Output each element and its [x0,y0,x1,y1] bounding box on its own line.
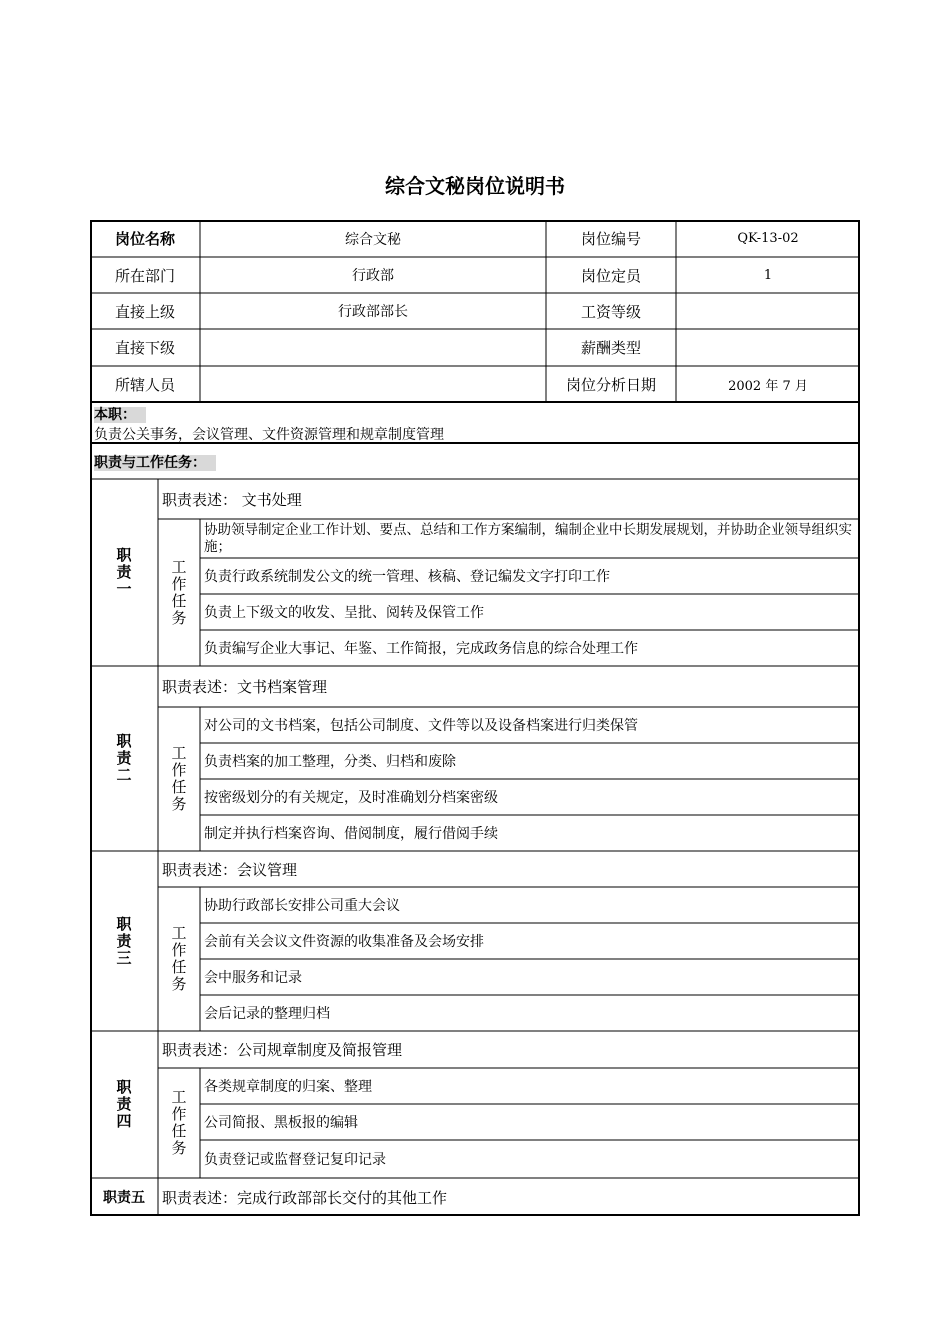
label-direct-subordinate: 直接下级 [114,339,175,357]
duty-3-desc: 职责表述：会议管理 [162,860,298,879]
label-position-name: 岗位名称 [114,230,175,248]
value-department: 行政部 [352,268,394,284]
duty-3-task-3: 会中服务和记录 [204,970,302,986]
label-analysis-date: 岗位分析日期 [565,375,656,394]
label-staff: 所辖人员 [114,375,175,394]
duty-1-desc: 职责表述： 文书处理 [162,490,302,509]
duty-section [94,404,444,444]
value-position-code: QK-13-02 [737,231,799,246]
value-staff [200,366,546,402]
duty-1-task-1: 协助领导制定企业工作计划、要点、总结和工作方案编制，编制企业中长期发展规划，并协助企业领导组织实施； [204,521,852,555]
label-direct-superior: 直接上级 [114,302,175,321]
duty-1-task-label: 工作任务 [169,558,188,627]
duty-3-task-1: 协助行政部长安排公司重大会议 [204,898,400,914]
duty-2-task-label: 工作任务 [169,745,188,813]
value-headcount: 1 [763,267,773,283]
value-direct-superior: 行政部部长 [338,304,408,320]
value-position-name: 综合文秘 [345,231,401,248]
duty-3-task-2: 会前有关会议文件资源的收集准备及会场安排 [204,934,484,950]
duty-4-task-3: 负责登记或监督登记复印记录 [204,1152,386,1168]
duty-1-task-3: 负责上下级文的收发、呈批、阅转及保管工作 [204,605,484,621]
duty-2-task-4: 制定并执行档案咨询、借阅制度，履行借阅手续 [204,826,498,842]
duty-4-desc: 职责表述：公司规章制度及简报管理 [162,1041,403,1059]
value-direct-subordinate [200,329,546,366]
duty-2-desc: 职责表述：文书档案管理 [162,678,328,696]
duty-2-task-3: 按密级划分的有关规定，及时准确划分档案密级 [204,790,498,806]
tasks-label: 职责与工作任务： [94,455,216,471]
duty-text: 负责公关事务，会议管理、文件资源管理和规章制度管理 [94,427,444,443]
duty-4-task-label: 工作任务 [169,1089,188,1157]
tasks-header [94,452,216,472]
duty-1-name: 职责一 [114,547,133,598]
duty-5-name: 职责五 [103,1190,145,1206]
duty-3-name: 职责三 [114,915,133,967]
value-pay-type [676,329,860,366]
label-pay-type: 薪酬类型 [580,339,641,357]
duty-2-task-1: 对公司的文书档案，包括公司制度、文件等以及设备档案进行归类保管 [204,718,638,734]
label-department: 所在部门 [114,266,175,285]
job-description-table [90,220,860,1216]
duty-4-task-2: 公司简报、黑板报的编辑 [204,1115,358,1131]
duty-5-desc: 职责表述：完成行政部部长交付的其他工作 [162,1188,448,1207]
duty-1-task-2: 负责行政系统制发公文的统一管理、核稿、登记编发文字打印工作 [204,569,610,585]
duty-3-task-label: 工作任务 [169,925,188,993]
duty-2-name: 职责二 [114,733,133,784]
value-analysis-date: 2002 年 7 月 [728,378,808,394]
value-salary-grade [676,293,860,329]
duty-1-task-4: 负责编写企业大事记、年鉴、工作简报，完成政务信息的综合处理工作 [204,641,638,657]
label-position-code: 岗位编号 [580,230,641,248]
page-title: 综合文秘岗位说明书 [385,174,565,198]
duty-4-name: 职责四 [114,1079,133,1130]
label-salary-grade: 工资等级 [580,302,641,321]
duty-label: 本职： [94,407,146,423]
duty-4-task-1: 各类规章制度的归案、整理 [204,1079,372,1095]
duty-2-task-2: 负责档案的加工整理，分类、归档和废除 [204,754,456,770]
duty-3-task-4: 会后记录的整理归档 [204,1006,330,1022]
label-headcount: 岗位定员 [580,266,641,285]
